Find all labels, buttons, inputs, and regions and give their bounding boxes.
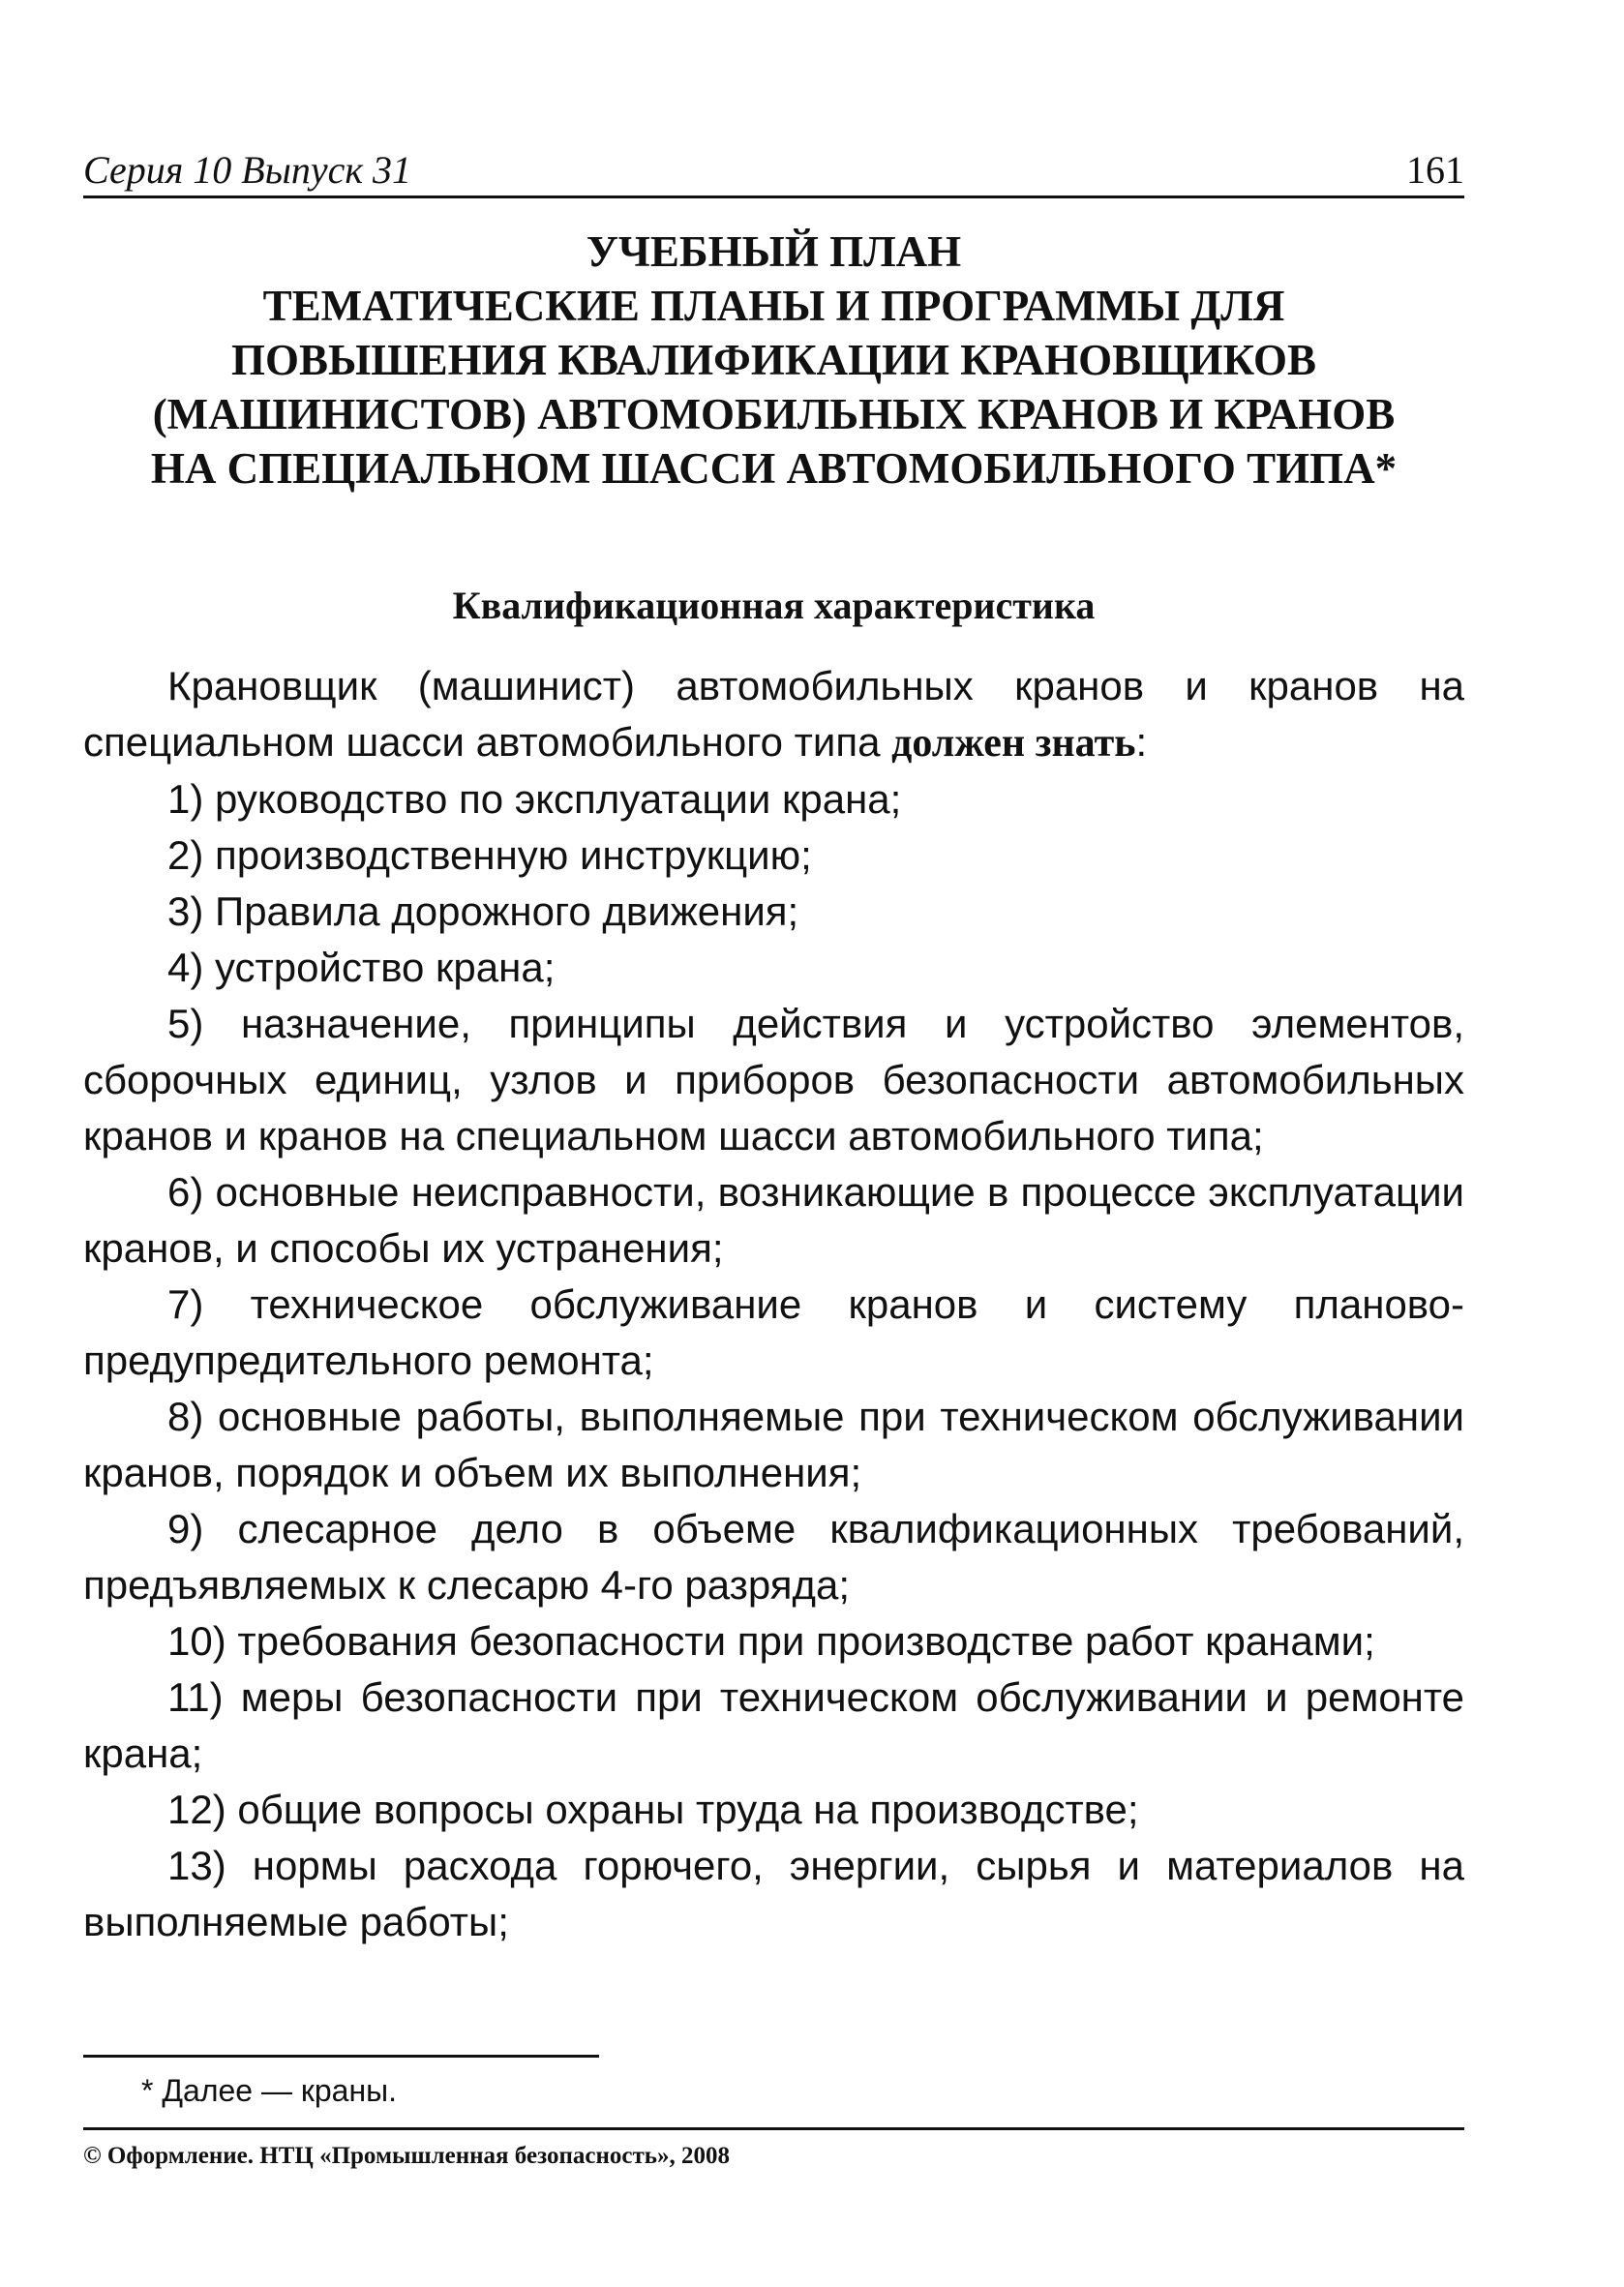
list-item: 6) основные неисправности, возникающие в процессе эксплуатации кранов, и способы их устранения; bbox=[83, 1169, 1464, 1271]
title-line: ТЕМАТИЧЕСКИЕ ПЛАНЫ И ПРОГРАММЫ ДЛЯ bbox=[262, 282, 1285, 330]
intro-text: Крановщик (машинист) автомобильных кранов и кранов на специальном шасси автомобильного типа bbox=[83, 663, 1464, 765]
copyright-notice: © Оформление. НТЦ «Промышленная безопасность», 2008 bbox=[83, 2143, 730, 2169]
list-item: 13) нормы расхода горючего, энергии, сырья и материалов на выполняемые работы; bbox=[83, 1843, 1464, 1944]
intro-paragraph bbox=[83, 658, 1464, 771]
list-item: 7) техническое обслуживание кранов и систему планово-предупредительного ремонта; bbox=[83, 1281, 1464, 1383]
list-item: 12) общие вопросы охраны труда на производстве; bbox=[167, 1787, 1139, 1832]
intro-suffix: : bbox=[1135, 719, 1148, 765]
footer-divider bbox=[83, 2127, 1464, 2130]
footnote-divider bbox=[83, 2055, 599, 2058]
list-item: 5) назначение, принципы действия и устройство элементов, сборочных единиц, узлов и приборов безопасности автомобильных кранов и кранов на специальном шасси автомобильного типа; bbox=[83, 1001, 1464, 1159]
list-item: 3) Правила дорожного движения; bbox=[167, 888, 799, 934]
list-item: 9) слесарное дело в объеме квалификационных требований, предъявляемых к слесарю 4-го разряда; bbox=[83, 1506, 1464, 1608]
list-item: 10) требования безопасности при производстве работ кранами; bbox=[167, 1618, 1375, 1664]
list-item: 11) меры безопасности при техническом обслуживании и ремонте крана; bbox=[83, 1674, 1464, 1776]
title-line: УЧЕБНЫЙ ПЛАН bbox=[586, 227, 962, 276]
title-line: НА СПЕЦИАЛЬНОМ ШАССИ АВТОМОБИЛЬНОГО ТИПА* bbox=[150, 444, 1398, 493]
list-item: 4) устройство крана; bbox=[167, 945, 556, 990]
list-item: 2) производственную инструкцию; bbox=[167, 832, 812, 878]
document-title bbox=[83, 225, 1464, 496]
running-header bbox=[83, 145, 1464, 198]
list-item: 8) основные работы, выполняемые при техническом обслуживании кранов, порядок и объем их выполнения; bbox=[83, 1394, 1464, 1495]
title-line: ПОВЫШЕНИЯ КВАЛИФИКАЦИИ КРАНОВЩИКОВ bbox=[230, 336, 1317, 384]
body-text bbox=[83, 658, 1464, 1950]
intro-emphasis: должен знать bbox=[891, 721, 1136, 766]
section-heading: Квалификационная характеристика bbox=[452, 584, 1096, 627]
series-label: Серия 10 Выпуск 31 bbox=[83, 148, 412, 192]
footnote: * Далее — краны. bbox=[141, 2073, 398, 2108]
list-item: 1) руководство по эксплуатации крана; bbox=[167, 776, 902, 822]
page-number: 161 bbox=[1406, 148, 1464, 192]
title-line: (МАШИНИСТОВ) АВТОМОБИЛЬНЫХ КРАНОВ И КРАНОВ bbox=[152, 390, 1396, 438]
